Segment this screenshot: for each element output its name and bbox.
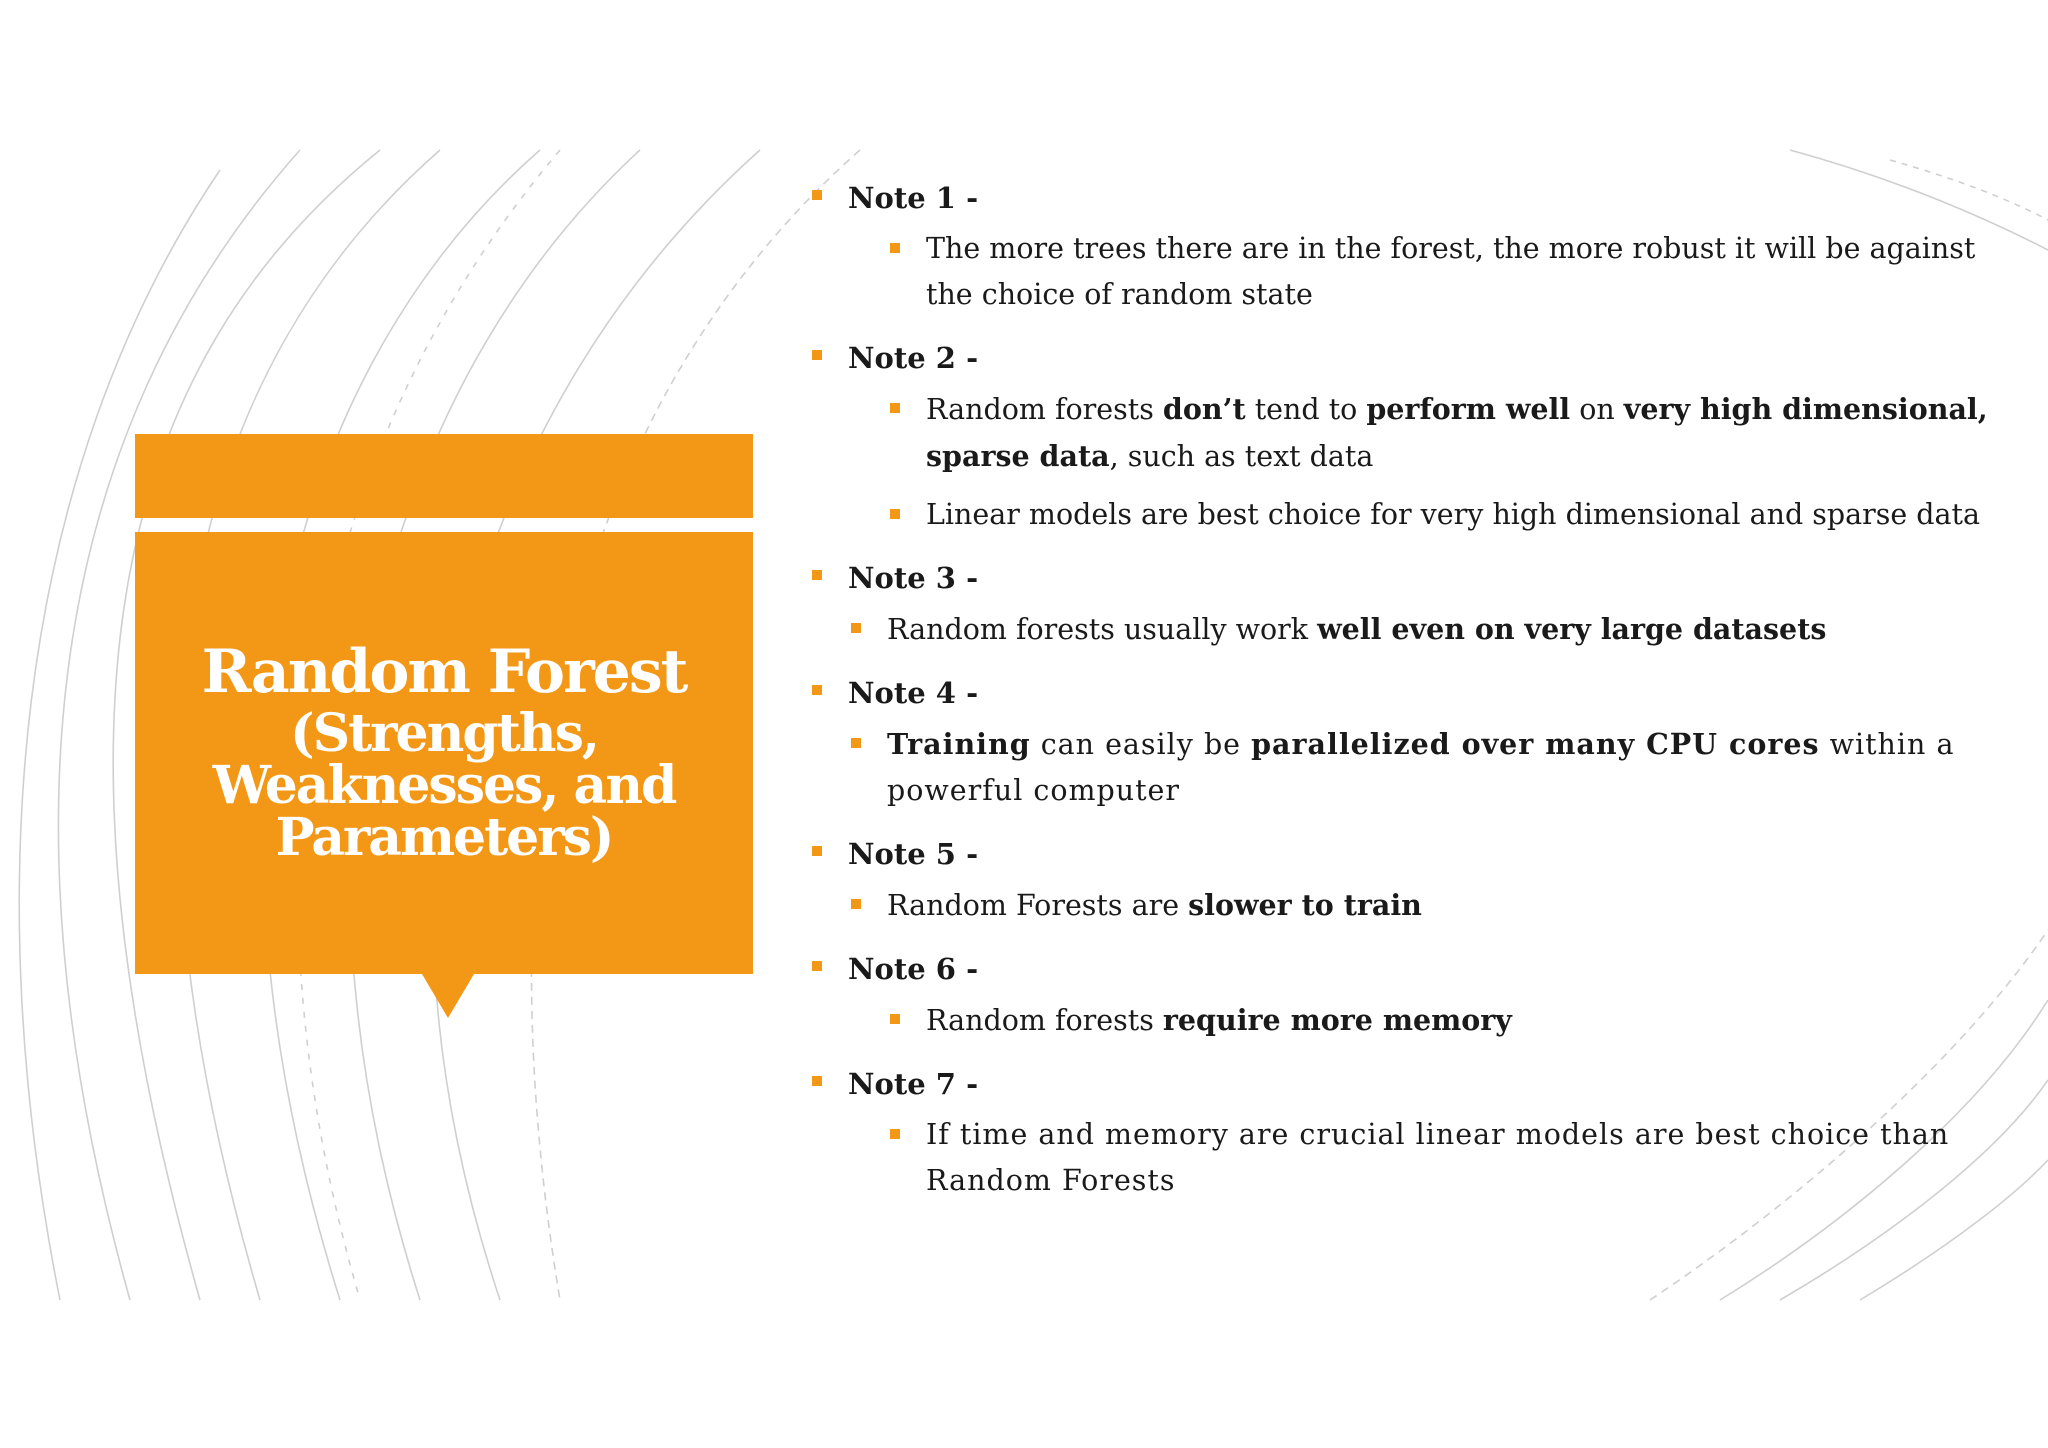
note-item	[810, 721, 2020, 814]
square-bullet-icon	[890, 243, 900, 253]
note-text-bold: slower to train	[1188, 888, 1422, 922]
note-heading	[810, 330, 2020, 386]
title-box	[135, 532, 753, 974]
square-bullet-icon	[851, 623, 861, 633]
note-5	[810, 826, 2020, 929]
note-text-bold: perform well	[1366, 392, 1571, 426]
note-heading-text: Note 3 -	[848, 561, 979, 595]
note-text: , such as text data	[1109, 440, 1374, 473]
note-item	[810, 226, 2020, 318]
note-item	[810, 882, 2020, 929]
title-line-4: Parameters)	[275, 807, 613, 868]
note-heading-text: Note 2 -	[848, 341, 979, 375]
title-line-2: (Strengths,	[289, 703, 598, 764]
square-bullet-icon	[890, 509, 900, 519]
square-bullet-icon	[812, 846, 822, 856]
note-4	[810, 665, 2020, 814]
note-heading	[810, 550, 2020, 606]
note-1	[810, 170, 2020, 318]
square-bullet-icon	[851, 899, 861, 909]
note-text: on	[1570, 393, 1624, 426]
title-callout-pointer	[422, 974, 474, 1018]
note-heading-text: Note 6 -	[848, 952, 979, 986]
note-2	[810, 330, 2020, 538]
note-text-bold: parallelized over many CPU cores	[1251, 727, 1820, 761]
title-line-3: Weaknesses, and	[212, 755, 676, 816]
note-heading	[810, 665, 2020, 721]
square-bullet-icon	[812, 350, 822, 360]
note-text: Random Forests are	[887, 889, 1189, 922]
note-item	[810, 492, 2020, 538]
square-bullet-icon	[812, 570, 822, 580]
square-bullet-icon	[812, 190, 822, 200]
note-heading	[810, 941, 2020, 997]
square-bullet-icon	[890, 1014, 900, 1024]
note-text: Linear models are best choice for very high dimensional and sparse data	[926, 498, 1980, 531]
title-accent-bar	[135, 434, 753, 518]
square-bullet-icon	[851, 738, 861, 748]
note-text: within a powerful computer	[887, 728, 1955, 807]
note-3	[810, 550, 2020, 653]
notes-list	[810, 170, 2020, 1216]
note-text-bold: very high dimensional, sparse data	[926, 392, 1988, 473]
note-heading-text: Note 4 -	[848, 676, 979, 710]
note-heading	[810, 170, 2020, 226]
note-text: Random forests	[926, 1004, 1163, 1037]
note-heading	[810, 826, 2020, 882]
note-text-bold: don’t	[1162, 392, 1246, 426]
note-7	[810, 1056, 2020, 1204]
note-text: If time and memory are crucial linear models are best choice than Random Forests	[926, 1118, 1950, 1197]
note-text-bold: Training	[887, 727, 1031, 761]
note-heading-text: Note 1 -	[848, 181, 979, 215]
square-bullet-icon	[890, 1129, 900, 1139]
note-heading-text: Note 5 -	[848, 837, 979, 871]
note-item	[810, 997, 2020, 1044]
title-line-1: Random Forest	[201, 637, 687, 707]
note-heading-text: Note 7 -	[848, 1067, 979, 1101]
note-text: Random forests usually work	[887, 613, 1318, 646]
note-item	[810, 1112, 2020, 1204]
note-text: The more trees there are in the forest, the more robust it will be against the choice of random state	[926, 232, 1976, 311]
note-heading	[810, 1056, 2020, 1112]
square-bullet-icon	[812, 1076, 822, 1086]
square-bullet-icon	[812, 961, 822, 971]
square-bullet-icon	[890, 403, 900, 413]
slide-title	[201, 637, 687, 868]
note-text: can easily be	[1030, 728, 1252, 761]
square-bullet-icon	[812, 685, 822, 695]
note-6	[810, 941, 2020, 1044]
note-item	[810, 386, 2020, 480]
note-text: tend to	[1245, 393, 1367, 426]
note-text: Random forests	[926, 393, 1163, 426]
note-text-bold: require more memory	[1162, 1003, 1512, 1037]
note-item	[810, 606, 2020, 653]
note-text-bold: well even on very large datasets	[1317, 612, 1827, 646]
